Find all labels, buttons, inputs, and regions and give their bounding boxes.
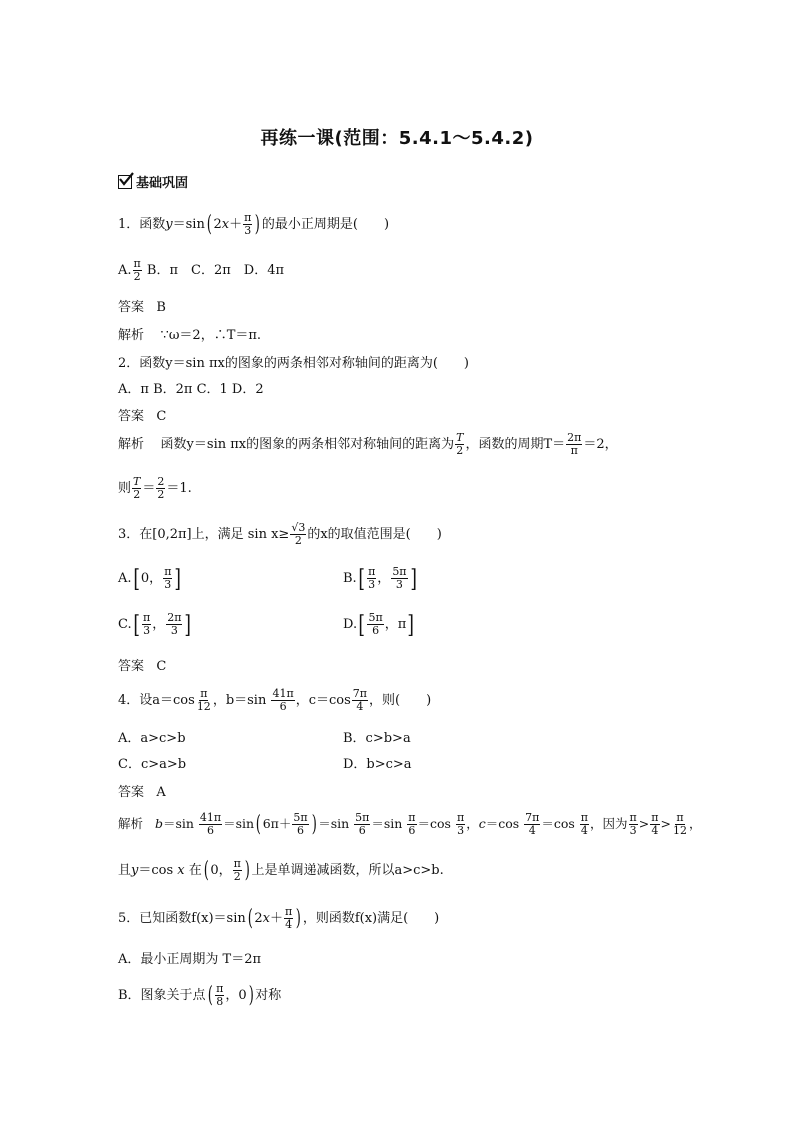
question-3-stem: 3．在[0,2π]上，满足 sin x≥ $\frac{√3}{2}$ 的x的取值范围是( ) — [118, 521, 442, 547]
question-4-analysis: 解析 b＝sin $\frac{41\pi}{6}$ ＝sin( 6π＋ $\frac{5\pi}{6}$ ) ＝sin $\frac{5\pi}{6}$ ＝sin $\frac{\pi}{6}$ ＝cos $\frac{\pi}{3}$ ，c＝cos $\frac{7\pi}{4}$ ＝cos $\frac{\pi}{4}$ ，因为 $\frac{\pi}{3}$ > $\frac{\pi}{4}$ > $\frac{\pi}{12}$ ， — [118, 811, 702, 837]
question-2-answer: 答案 C — [118, 409, 167, 424]
question-1-stem: 1．函数y＝sin( 2x＋ $\frac{\pi}{3}$ ) 的最小正周期是( ) — [118, 211, 390, 237]
question-3-option-c: C.[ $\frac{\pi}{3}$ ， $\frac{2\pi}{3}$ ] — [118, 610, 192, 639]
question-1-answer: 答案 B — [118, 300, 166, 315]
question-4-stem: 4．设a＝cos $\frac{\pi}{12}$ ，b＝sin $\frac{41\pi}{6}$ ，c＝cos $\frac{7\pi}{4}$ ，则( ) — [118, 687, 432, 713]
question-2-stem: 2．函数y＝sin πx的图象的两条相邻对称轴间的距离为( ) — [118, 356, 469, 371]
question-4-option-a: A．a>c>b — [118, 731, 186, 746]
page-title: 再练一课(范围：5.4.1～5.4.2) — [260, 128, 534, 149]
question-2-options: A．π B．2π C．1 D．2 — [118, 382, 264, 397]
question-2-analysis: 解析 函数y＝sin πx的图象的两条相邻对称轴间的距离为 $\frac{T}{2}$ ，函数的周期T＝ $\frac{2\pi}{\pi}$ ＝2， — [118, 431, 618, 457]
question-3-option-b: B.[ $\frac{\pi}{3}$ ， $\frac{5\pi}{3}$ ] — [343, 564, 417, 593]
question-3-option-d: D.[ $\frac{5\pi}{6}$ ，π] — [343, 610, 415, 639]
question-2-analysis-line2: 则 $\frac{T}{2}$ ＝ $\frac{2}{2}$ ＝1. — [118, 475, 192, 501]
checkbox-checked-icon — [118, 175, 132, 189]
question-3-option-a: A.[0， $\frac{\pi}{3}$ ] — [118, 564, 182, 593]
question-5-stem: 5．已知函数f(x)＝sin( 2x＋ $\frac{\pi}{4}$ ) ，则函数f(x)满足( ) — [118, 905, 440, 931]
section-title: 基础巩固 — [136, 176, 189, 191]
question-1-options: A. $\frac{\pi}{2}$ B．π C．2π D．4π — [118, 257, 285, 283]
question-5-option-b: B．图象关于点( $\frac{\pi}{8}$ ，0) 对称 — [118, 982, 282, 1008]
question-4-option-d: D．b>c>a — [343, 757, 412, 772]
question-1-analysis: 解析 ∵ω＝2，∴T＝π. — [118, 328, 262, 343]
section-header — [118, 172, 188, 191]
question-5-option-a: A．最小正周期为 T＝2π — [118, 952, 262, 967]
question-3-answer: 答案 C — [118, 659, 167, 674]
question-4-answer: 答案 A — [118, 785, 166, 800]
question-4-analysis-line2: 且y＝cos x 在( 0， $\frac{\pi}{2}$ ) 上是单调递减函数，所以a>c>b. — [118, 857, 444, 883]
question-4-option-c: C．c>a>b — [118, 757, 187, 772]
question-4-option-b: B．c>b>a — [343, 731, 411, 746]
